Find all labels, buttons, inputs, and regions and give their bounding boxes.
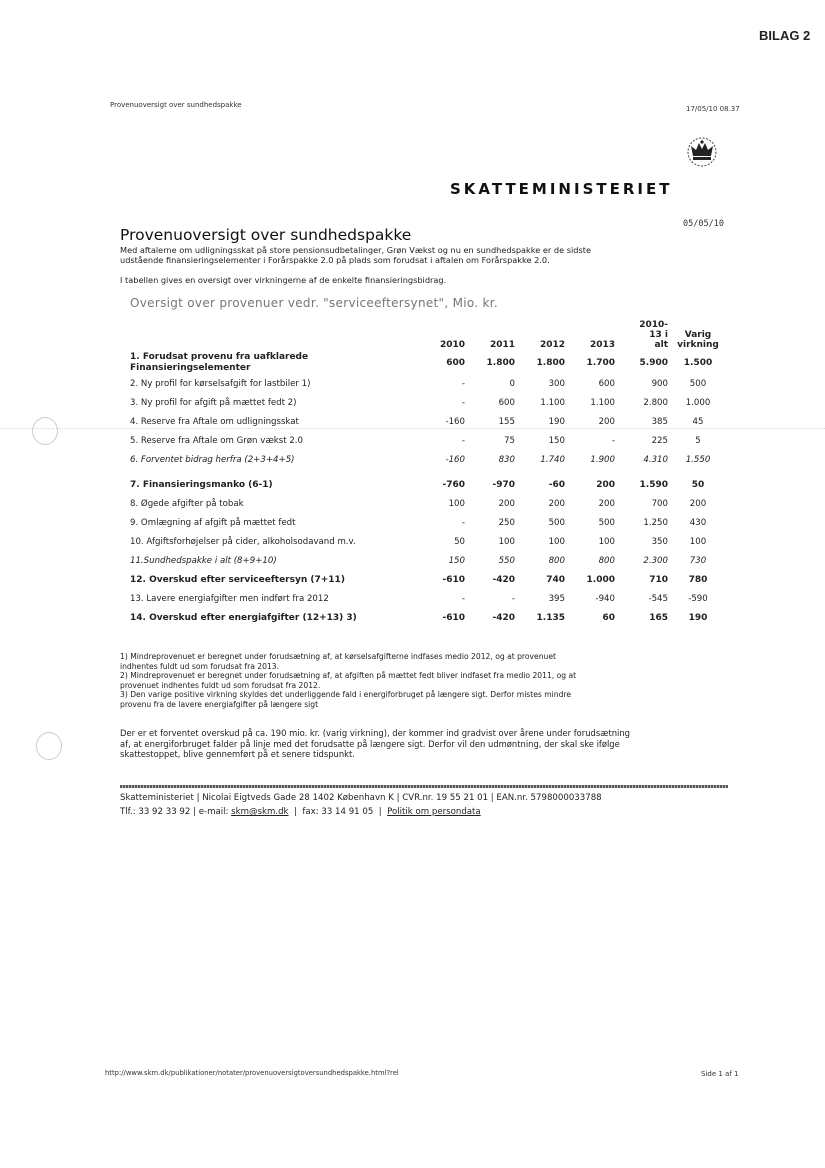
row-value: 800 xyxy=(548,555,565,566)
conclusion-line: Der er et forventet overskud på ca. 190 mio. kr. (varig virkning), der kommer ind gradvist over årene under forudsætning xyxy=(120,728,630,738)
row-value: -60 xyxy=(548,479,565,490)
row-value: 830 xyxy=(498,454,515,465)
row-value: 350 xyxy=(651,536,668,547)
table-header-row xyxy=(125,320,728,352)
row-label: 12. Overskud efter serviceeftersyn (7+11) xyxy=(130,574,345,585)
table-row xyxy=(125,513,728,532)
row-value: - xyxy=(611,435,615,446)
row-value: 100 xyxy=(689,536,707,547)
row-value: 300 xyxy=(548,378,565,389)
crown-logo-icon xyxy=(676,134,720,176)
footer-contact xyxy=(120,807,481,817)
row-value: 500 xyxy=(548,517,565,528)
page-url: http://www.skm.dk/publikationer/notater/provenuoversigtoversundhedspakke.html?rel xyxy=(105,1069,399,1077)
row-value: - xyxy=(461,397,465,408)
table-row xyxy=(125,450,728,469)
page-number: Side 1 af 1 xyxy=(701,1070,739,1078)
row-value: 1.800 xyxy=(536,358,565,368)
row-value: 4.310 xyxy=(643,454,668,465)
footnote-line: provenuet indhentes fuldt ud som forudsat fra 2012. xyxy=(120,680,321,690)
row-value: -420 xyxy=(492,612,515,623)
row-value: 250 xyxy=(498,517,515,528)
row-value: 200 xyxy=(598,416,615,427)
row-value: 1.250 xyxy=(643,517,668,528)
row-value: 430 xyxy=(689,517,707,528)
table-row xyxy=(125,532,728,551)
footnote-line: 1) Mindreprovenuet er beregnet under forudsætning af, at kørselsafgifterne indfases medio 2012, og at provenuet xyxy=(120,652,556,661)
row-value: 1.590 xyxy=(639,479,668,490)
table-row xyxy=(125,412,728,431)
row-value: 60 xyxy=(602,612,615,623)
row-label: 4. Reserve fra Aftale om udligningsskat xyxy=(130,416,299,427)
row-value: 395 xyxy=(548,593,565,604)
row-value: 1.000 xyxy=(685,397,711,408)
row-value: 200 xyxy=(689,498,707,509)
row-value: -420 xyxy=(492,574,515,585)
table-row xyxy=(125,589,728,608)
footer-phone: Tlf.: 33 92 33 92 | e-mail: xyxy=(120,807,232,817)
row-value: 200 xyxy=(548,498,565,509)
row-value: 385 xyxy=(651,416,668,427)
row-label: 8. Øgede afgifter på tobak xyxy=(130,498,244,509)
row-label: 3. Ny profil for afgift på mættet fedt 2) xyxy=(130,397,297,408)
row-value: -160 xyxy=(445,454,465,465)
row-value: 500 xyxy=(689,378,707,389)
row-value: 2.800 xyxy=(643,397,668,408)
row-label: 13. Lavere energiafgifter men indført fra 2012 xyxy=(130,593,329,604)
row-value: 75 xyxy=(504,435,515,446)
row-value: 1.000 xyxy=(586,574,615,585)
row-value: - xyxy=(461,593,465,604)
row-value: 200 xyxy=(598,498,615,509)
row-value: 700 xyxy=(651,498,668,509)
conclusion-paragraph xyxy=(120,728,730,760)
intro-paragraph-2: I tabellen gives en oversigt over virkningerne af de enkelte finansieringsbidrag. xyxy=(120,275,447,285)
footer-divider xyxy=(120,785,728,788)
document-date: 05/05/10 xyxy=(683,219,724,229)
row-value: 165 xyxy=(649,612,668,623)
row-value: 1.100 xyxy=(590,397,615,408)
row-value: 2.300 xyxy=(643,555,668,566)
conclusion-line: skattestoppet, blive gennemført på et senere tidspunkt. xyxy=(120,749,355,759)
row-label: 1. Forudsat provenu fra uafklarede Finansieringselementer xyxy=(130,352,309,373)
punch-hole-bottom xyxy=(36,732,62,760)
row-value: 740 xyxy=(546,574,565,585)
table-row xyxy=(125,475,728,494)
row-value: 5 xyxy=(695,435,701,446)
header-2013: 2013 xyxy=(589,340,615,350)
row-value: 1.740 xyxy=(540,454,565,465)
intro-paragraph xyxy=(120,245,720,265)
row-value: 780 xyxy=(688,574,708,585)
row-value: 100 xyxy=(548,536,565,547)
footnote-line: 2) Mindreprovenuet er beregnet under forudsætning af, at afgiften på mættet fedt bliver indfaset fra medio 2011, og at xyxy=(120,671,577,680)
row-label: 10. Afgiftsforhøjelser på cider, alkoholsodavand m.v. xyxy=(130,536,356,547)
row-label: 5. Reserve fra Aftale om Grøn vækst 2.0 xyxy=(130,435,303,446)
row-value: 5.900 xyxy=(639,358,668,368)
row-value: 100 xyxy=(598,536,615,547)
row-value: -610 xyxy=(442,612,465,623)
header-2012: 2012 xyxy=(539,340,565,350)
row-value: -160 xyxy=(445,416,465,427)
row-value: 900 xyxy=(651,378,668,389)
row-value: 550 xyxy=(498,555,515,566)
row-label: 14. Overskud efter energiafgifter (12+13) 3) xyxy=(130,612,357,623)
row-value: 600 xyxy=(446,358,465,368)
table-title: Oversigt over provenuer vedr. "serviceeftersynet", Mio. kr. xyxy=(130,296,499,310)
row-value: 225 xyxy=(651,435,668,446)
table-row xyxy=(125,374,728,393)
row-value: 190 xyxy=(688,612,708,623)
punch-hole-top xyxy=(32,417,58,445)
row-value: 1.700 xyxy=(586,358,615,368)
row-label: 11.Sundhedspakke i alt (8+9+10) xyxy=(130,555,277,566)
row-label: 6. Forventet bidrag herfra (2+3+4+5) xyxy=(130,454,295,465)
appendix-label: BILAG 2 xyxy=(759,28,811,43)
row-value: 1.900 xyxy=(590,454,615,465)
row-value: -760 xyxy=(442,479,465,490)
row-value: 1.135 xyxy=(536,612,565,623)
footer-fax: | fax: 33 14 91 05 | xyxy=(288,807,388,817)
row-value: 800 xyxy=(598,555,615,566)
row-value: 1.550 xyxy=(685,454,711,465)
row-value: - xyxy=(461,378,465,389)
row-value: 190 xyxy=(548,416,565,427)
row-value: 50 xyxy=(454,536,465,547)
row-value: 100 xyxy=(498,536,515,547)
table-row xyxy=(125,608,728,627)
footnote-line: 3) Den varige positive virkning skyldes det underliggende fald i energiforbruget på længere sigt. Derfor mistes mindre xyxy=(120,690,572,699)
header-2011: 2011 xyxy=(489,340,515,350)
row-value: 500 xyxy=(598,517,615,528)
row-value: 710 xyxy=(649,574,668,585)
row-value: - xyxy=(461,517,465,528)
footer-address: Skatteministeriet | Nicolai Eigtveds Gade 28 1402 København K | CVR.nr. 19 55 21 01 | EAN.nr. 5798000033788 xyxy=(120,793,602,803)
table-row xyxy=(125,494,728,513)
row-value: 600 xyxy=(498,397,515,408)
revenue-table xyxy=(125,320,728,627)
print-header-title: Provenuoversigt over sundhedspakke xyxy=(110,101,242,109)
footnote-line: provenu fra de lavere energiafgifter på længere sigt xyxy=(120,699,319,709)
email-link[interactable]: skm@skm.dk xyxy=(231,807,289,817)
row-value: -970 xyxy=(492,479,515,490)
row-value: 730 xyxy=(689,555,707,566)
conclusion-line: af, at energiforbruget falder på linje med det forudsatte på længere sigt. Derfor vil den udmøntning, der skal ske ifølge xyxy=(120,738,620,749)
row-value: -590 xyxy=(688,593,708,604)
row-value: 200 xyxy=(498,498,515,509)
row-label: 2. Ny profil for kørselsafgift for lastbiler 1) xyxy=(130,378,311,389)
print-header-timestamp: 17/05/10 08.37 xyxy=(686,105,740,113)
row-value: 50 xyxy=(691,479,705,490)
intro-line-2: udstående finansieringselementer i Forårspakke 2.0 på plads som forudsat i aftalen om Forårspakke 2.0. xyxy=(120,255,550,265)
row-label: 9. Omlægning af afgift på mættet fedt xyxy=(130,517,296,528)
row-label: 7. Finansieringsmanko (6-1) xyxy=(130,479,273,490)
row-value: 600 xyxy=(598,378,615,389)
header-permanent: Varig virkning xyxy=(677,330,719,350)
row-value: 150 xyxy=(548,435,565,446)
table-row xyxy=(125,431,728,450)
table-row xyxy=(125,352,728,374)
row-value: 200 xyxy=(596,479,615,490)
footnote-line: indhentes fuldt ud som forudsat fra 2013. xyxy=(120,661,280,671)
row-value: 1.500 xyxy=(683,358,713,368)
document-title: Provenuoversigt over sundhedspakke xyxy=(120,226,412,244)
row-value: -940 xyxy=(595,593,615,604)
table-row xyxy=(125,393,728,412)
intro-line-1: Med aftalerne om udligningsskat på store pensionsudbetalinger, Grøn Vækst og nu en sundhedspakke er de sidste xyxy=(120,245,591,255)
header-label-col xyxy=(125,320,425,352)
row-value: - xyxy=(461,435,465,446)
row-value: 100 xyxy=(448,498,465,509)
row-value: 1.100 xyxy=(540,397,565,408)
row-value: -545 xyxy=(648,593,668,604)
row-value: 0 xyxy=(509,378,515,389)
row-value: 45 xyxy=(692,416,704,427)
row-value: - xyxy=(511,593,515,604)
table-row xyxy=(125,551,728,570)
footnotes xyxy=(120,652,720,709)
row-value: 1.800 xyxy=(486,358,515,368)
header-2010: 2010 xyxy=(439,340,465,350)
privacy-policy-link[interactable]: Politik om persondata xyxy=(387,807,481,817)
ministry-logo-wordmark: SKATTEMINISTERIET xyxy=(450,180,673,198)
table-row xyxy=(125,570,728,589)
header-total: 2010- 13 i alt xyxy=(639,320,668,350)
row-value: 150 xyxy=(448,555,465,566)
row-value: 155 xyxy=(498,416,515,427)
row-value: -610 xyxy=(442,574,465,585)
